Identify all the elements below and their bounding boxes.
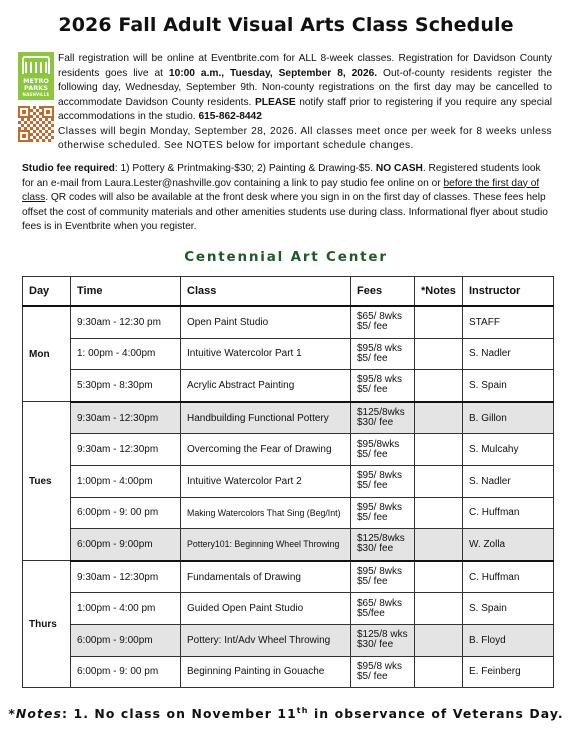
class-schedule-table — [22, 276, 554, 688]
time-cell: 6:00pm - 9: 00 pm — [71, 497, 181, 529]
day-cell-mon: Mon — [23, 306, 71, 402]
header-time: Time — [71, 277, 181, 307]
notes-cell — [415, 338, 463, 370]
notes-cell — [415, 465, 463, 497]
time-cell: 9:30am - 12:30pm — [71, 402, 181, 434]
time-cell: 6:00pm - 9: 00 pm — [71, 656, 181, 688]
time-cell: 1: 00pm - 4:00pm — [71, 338, 181, 370]
table-row — [23, 306, 554, 338]
table-row — [23, 624, 554, 656]
first-day-underline: before the first day of class — [22, 177, 540, 203]
notes-cell — [415, 434, 463, 466]
table-row — [23, 561, 554, 593]
footer-notes: *Notes: 1. No class on November 11th in observance of Veterans Day. — [8, 706, 564, 722]
registration-info — [58, 52, 552, 154]
notes-cell — [415, 624, 463, 656]
notes-cell — [415, 402, 463, 434]
instructor-cell: S. Spain — [463, 370, 554, 402]
instructor-cell: C. Huffman — [463, 561, 554, 593]
time-cell: 5:30pm - 8:30pm — [71, 370, 181, 402]
fee-cell: $125/8wks $30/ fee — [351, 529, 415, 561]
fee-cell: $65/ 8wks $5/ fee — [351, 306, 415, 338]
fee-cell: $95/8 wks $5/ fee — [351, 370, 415, 402]
table-row — [23, 434, 554, 466]
class-cell: Guided Open Paint Studio — [181, 593, 351, 625]
class-cell: Intuitive Watercolor Part 1 — [181, 338, 351, 370]
header-fees: Fees — [351, 277, 415, 307]
time-cell: 6:00pm - 9:00pm — [71, 529, 181, 561]
header-class: Class — [181, 277, 351, 307]
class-cell: Intuitive Watercolor Part 2 — [181, 465, 351, 497]
class-start-paragraph: Classes will begin Monday, September 28, 2026. All classes meet once per week for 8 weeks unless otherwise scheduled. See NOTES below for important schedule changes. — [58, 125, 552, 151]
fee-cell: $95/ 8wks $5/ fee — [351, 497, 415, 529]
notes-cell — [415, 656, 463, 688]
instructor-cell: S. Mulcahy — [463, 434, 554, 466]
class-cell: Overcoming the Fear of Drawing — [181, 434, 351, 466]
instructor-cell: STAFF — [463, 306, 554, 338]
class-cell: Pottery: Int/Adv Wheel Throwing — [181, 624, 351, 656]
logo-column — [18, 52, 54, 142]
studio-fee-info: Studio fee required: 1) Pottery & Printmaking-$30; 2) Painting & Drawing-$5. NO CASH. Registered students look for an e-mail from Laura.Lester@nashville.gov containing a link to pay studio fee online on or before the first day of class. QR codes will also be available at the front desk where you sign in on the first day of classes. These fees help offset the cost of community materials and other amenities students use during class. Informational flyer about studio fees is in Eventbrite when you register. — [22, 163, 548, 232]
phone-number: 615-862-8442 — [198, 111, 262, 122]
fee-cell: $65/ 8wks $5/fee — [351, 593, 415, 625]
class-cell: Fundamentals of Drawing — [181, 561, 351, 593]
fee-cell: $95/8 wks $5/ fee — [351, 656, 415, 688]
header-day: Day — [23, 277, 71, 307]
instructor-cell: W. Zolla — [463, 529, 554, 561]
header-notes: *Notes — [415, 277, 463, 307]
table-row — [23, 497, 554, 529]
table-row — [23, 370, 554, 402]
logo-line-3: NASHVILLE — [22, 92, 50, 97]
time-cell: 9:30am - 12:30 pm — [71, 306, 181, 338]
center-title: Centennial Art Center — [184, 249, 388, 265]
table-row — [23, 529, 554, 561]
fee-cell: $95/8 wks $5/ fee — [351, 338, 415, 370]
page-title: 2026 Fall Adult Visual Arts Class Schedule — [58, 14, 514, 36]
notes-cell — [415, 561, 463, 593]
table-row — [23, 465, 554, 497]
day-cell-tues: Tues — [23, 402, 71, 561]
fee-cell: $95/ 8wks $5/ fee — [351, 561, 415, 593]
parthenon-columns-icon — [25, 62, 47, 73]
class-cell: Beginning Painting in Gouache — [181, 656, 351, 688]
qr-code-icon[interactable] — [18, 106, 54, 142]
fee-cell: $95/ 8wks $5/ fee — [351, 465, 415, 497]
time-cell: 1:00pm - 4:00pm — [71, 465, 181, 497]
registration-paragraph: Fall registration will be online at Eventbrite.com for ALL 8-week classes. Registration for Davidson County residents goes live at 10:00 a.m., Tuesday, September 8, 2026. Out-of-county residents register the following day, Wednesday, September 9th. Non-county registrations on the first day may be cancelled to accommodate Davidson County residents. PLEASE notify staff prior to registering if you require any special accommodations in the studio. 615-862-8442 — [58, 53, 552, 122]
logo-line-2: PARKS — [24, 84, 48, 92]
notes-cell — [415, 529, 463, 561]
instructor-cell: S. Nadler — [463, 338, 554, 370]
metro-parks-logo — [18, 52, 54, 100]
instructor-cell: S. Spain — [463, 593, 554, 625]
class-cell: Acrylic Abstract Painting — [181, 370, 351, 402]
time-cell: 1:00pm - 4:00 pm — [71, 593, 181, 625]
fee-cell: $125/8wks $30/ fee — [351, 402, 415, 434]
class-cell: Open Paint Studio — [181, 306, 351, 338]
instructor-cell: B. Floyd — [463, 624, 554, 656]
table-row — [23, 656, 554, 688]
class-cell: Pottery101: Beginning Wheel Throwing — [181, 529, 351, 561]
fee-cell: $95/8wks $5/ fee — [351, 434, 415, 466]
table-header-row — [23, 277, 554, 307]
notes-lead: *Notes — [8, 706, 62, 722]
studio-fee-label: Studio fee required — [22, 163, 115, 174]
instructor-cell: E. Feinberg — [463, 656, 554, 688]
time-cell: 9:30am - 12:30pm — [71, 561, 181, 593]
fee-cell: $125/8 wks $30/ fee — [351, 624, 415, 656]
notes-cell — [415, 306, 463, 338]
class-cell: Handbuilding Functional Pottery — [181, 402, 351, 434]
logo-line-1: METRO — [23, 77, 49, 85]
notes-cell — [415, 497, 463, 529]
class-cell: Making Watercolors That Sing (Beg/Int) — [181, 497, 351, 529]
time-cell: 9:30am - 12:30pm — [71, 434, 181, 466]
instructor-cell: S. Nadler — [463, 465, 554, 497]
instructor-cell: B. Gillon — [463, 402, 554, 434]
table-row — [23, 593, 554, 625]
time-cell: 6:00pm - 9:00pm — [71, 624, 181, 656]
day-cell-thurs: Thurs — [23, 561, 71, 688]
table-row — [23, 338, 554, 370]
table-row — [23, 402, 554, 434]
notes-cell — [415, 593, 463, 625]
notes-cell — [415, 370, 463, 402]
header-instructor: Instructor — [463, 277, 554, 307]
instructor-cell: C. Huffman — [463, 497, 554, 529]
